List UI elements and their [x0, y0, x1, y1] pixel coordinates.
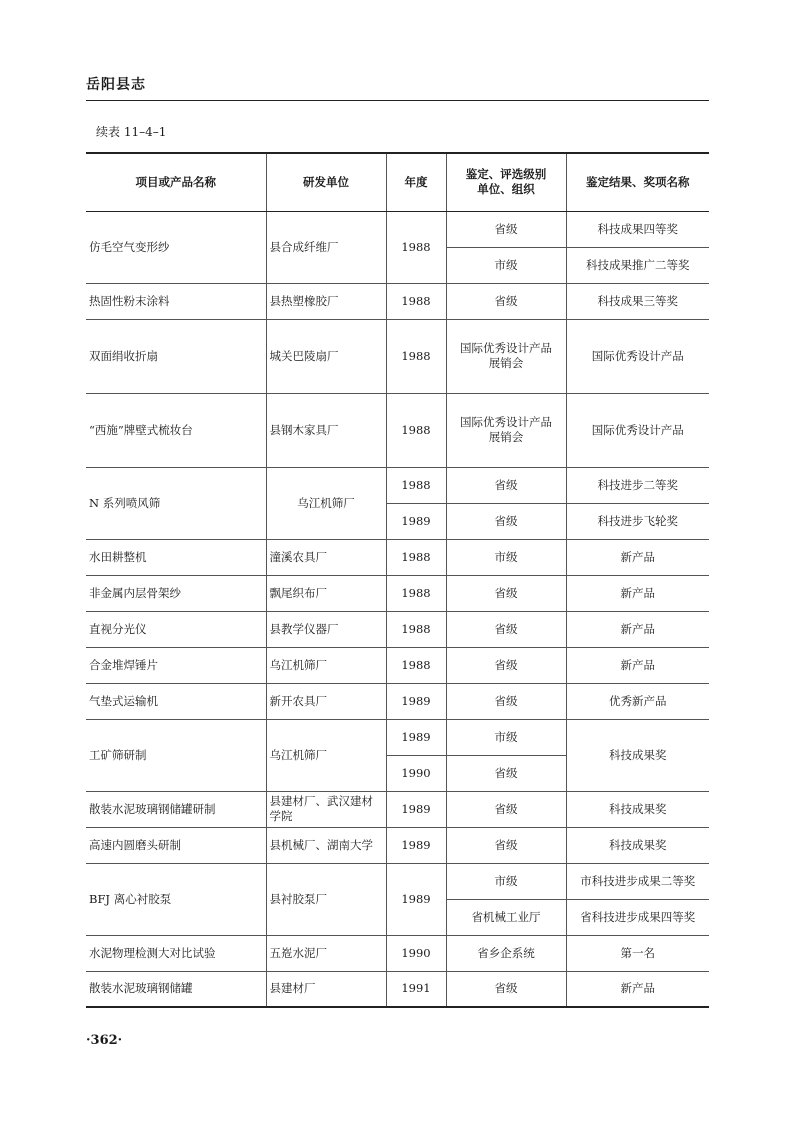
col-header-unit: 研发单位 [266, 153, 386, 211]
cell-name: “西施”牌壁式梳妆台 [86, 393, 266, 467]
col-header-result: 鉴定结果、奖项名称 [566, 153, 709, 211]
cell-year: 1988 [386, 575, 446, 611]
cell-unit: 县机械厂、湖南大学 [266, 827, 386, 863]
cell-level: 省级 [446, 611, 566, 647]
cell-unit: 潼溪农具厂 [266, 539, 386, 575]
cell-result: 优秀新产品 [566, 683, 709, 719]
cell-year: 1988 [386, 319, 446, 393]
cell-unit: 县教学仪器厂 [266, 611, 386, 647]
cell-year: 1989 [386, 503, 446, 539]
table-row [86, 393, 709, 467]
cell-name: 水田耕整机 [86, 539, 266, 575]
table-row [86, 283, 709, 319]
cell-year: 1989 [386, 863, 446, 935]
table-row [86, 611, 709, 647]
cell-level: 省级 [446, 791, 566, 827]
cell-unit: 县钢木家具厂 [266, 393, 386, 467]
cell-level: 省乡企系统 [446, 935, 566, 971]
cell-result: 科技进步二等奖 [566, 467, 709, 503]
cell-level: 市级 [446, 719, 566, 755]
cell-year: 1989 [386, 791, 446, 827]
table-row [86, 683, 709, 719]
cell-name: 热固性粉末涂料 [86, 283, 266, 319]
cell-unit: 乌江机筛厂 [266, 467, 386, 539]
awards-table [86, 152, 709, 1008]
table-row [86, 647, 709, 683]
cell-year: 1988 [386, 211, 446, 283]
cell-name: 高速内圆磨头研制 [86, 827, 266, 863]
cell-result: 国际优秀设计产品 [566, 393, 709, 467]
cell-year: 1988 [386, 467, 446, 503]
cell-year: 1988 [386, 647, 446, 683]
cell-year: 1989 [386, 683, 446, 719]
cell-result: 科技成果奖 [566, 827, 709, 863]
cell-unit: 城关巴陵扇厂 [266, 319, 386, 393]
cell-unit: 飘尾织布厂 [266, 575, 386, 611]
cell-level: 市级 [446, 539, 566, 575]
book-title: 岳阳县志 [86, 77, 146, 93]
table-row [86, 539, 709, 575]
table-row [86, 935, 709, 971]
cell-result: 科技进步飞轮奖 [566, 503, 709, 539]
cell-year: 1990 [386, 755, 446, 791]
cell-unit: 乌江机筛厂 [266, 719, 386, 791]
cell-name: N 系列喷风筛 [86, 467, 266, 539]
cell-name: 散装水泥玻璃钢储罐 [86, 971, 266, 1007]
cell-unit: 五峞水泥厂 [266, 935, 386, 971]
cell-result: 新产品 [566, 539, 709, 575]
col-header-name: 项目或产品名称 [86, 153, 266, 211]
cell-result: 科技成果奖 [566, 719, 709, 791]
cell-unit: 县建材厂 [266, 971, 386, 1007]
cell-level: 省级 [446, 755, 566, 791]
cell-result: 新产品 [566, 611, 709, 647]
cell-level: 国际优秀设计产品 展销会 [446, 393, 566, 467]
cell-result: 市科技进步成果二等奖 [566, 863, 709, 899]
cell-result: 科技成果推广二等奖 [566, 247, 709, 283]
cell-level: 省级 [446, 283, 566, 319]
cell-year: 1988 [386, 611, 446, 647]
table-row [86, 971, 709, 1007]
cell-level: 国际优秀设计产品 展销会 [446, 319, 566, 393]
cell-level: 省级 [446, 971, 566, 1007]
table-row [86, 211, 709, 247]
cell-level: 省级 [446, 683, 566, 719]
cell-result: 第一名 [566, 935, 709, 971]
cell-result: 省科技进步成果四等奖 [566, 899, 709, 935]
table-row [86, 467, 709, 503]
cell-result: 国际优秀设计产品 [566, 319, 709, 393]
cell-level: 省级 [446, 575, 566, 611]
cell-year: 1988 [386, 283, 446, 319]
cell-unit: 县热塑橡胶厂 [266, 283, 386, 319]
cell-result: 新产品 [566, 971, 709, 1007]
cell-level: 市级 [446, 863, 566, 899]
cell-result: 新产品 [566, 647, 709, 683]
cell-level: 省级 [446, 827, 566, 863]
cell-name: 直视分光仪 [86, 611, 266, 647]
page-number: ·362· [86, 1033, 123, 1048]
cell-result: 科技成果三等奖 [566, 283, 709, 319]
header-rule [86, 100, 709, 101]
cell-result: 科技成果奖 [566, 791, 709, 827]
cell-unit: 县衬胶泵厂 [266, 863, 386, 935]
cell-level: 省级 [446, 647, 566, 683]
cell-year: 1990 [386, 935, 446, 971]
cell-name: 合金堆焊锤片 [86, 647, 266, 683]
table-row [86, 319, 709, 393]
cell-name: 散装水泥玻璃钢储罐研制 [86, 791, 266, 827]
cell-name: 水泥物理检测大对比试验 [86, 935, 266, 971]
cell-unit: 县建材厂、武汉建材 学院 [266, 791, 386, 827]
cell-name: 工矿筛研制 [86, 719, 266, 791]
table-row [86, 863, 709, 899]
cell-level: 市级 [446, 247, 566, 283]
cell-level: 省级 [446, 503, 566, 539]
col-header-level: 鉴定、评选级别 单位、组织 [446, 153, 566, 211]
cell-year: 1991 [386, 971, 446, 1007]
cell-result: 新产品 [566, 575, 709, 611]
table-header-row [86, 153, 709, 211]
cell-result: 科技成果四等奖 [566, 211, 709, 247]
cell-year: 1988 [386, 539, 446, 575]
cell-level: 省机械工业厅 [446, 899, 566, 935]
cell-name: BFJ 离心衬胶泵 [86, 863, 266, 935]
cell-unit: 新开农具厂 [266, 683, 386, 719]
table-row [86, 575, 709, 611]
cell-year: 1988 [386, 393, 446, 467]
cell-unit: 乌江机筛厂 [266, 647, 386, 683]
cell-level: 省级 [446, 211, 566, 247]
cell-year: 1989 [386, 719, 446, 755]
cell-name: 非金属内层骨架纱 [86, 575, 266, 611]
table-row [86, 719, 709, 755]
cell-name: 气垫式运输机 [86, 683, 266, 719]
cell-name: 双面绢收折扇 [86, 319, 266, 393]
table-row [86, 791, 709, 827]
col-header-year: 年度 [386, 153, 446, 211]
table-caption: 续表 11–4–1 [96, 125, 167, 139]
cell-level: 省级 [446, 467, 566, 503]
cell-year: 1989 [386, 827, 446, 863]
cell-unit: 县合成纤维厂 [266, 211, 386, 283]
table-row [86, 827, 709, 863]
cell-name: 仿毛空气变形纱 [86, 211, 266, 283]
